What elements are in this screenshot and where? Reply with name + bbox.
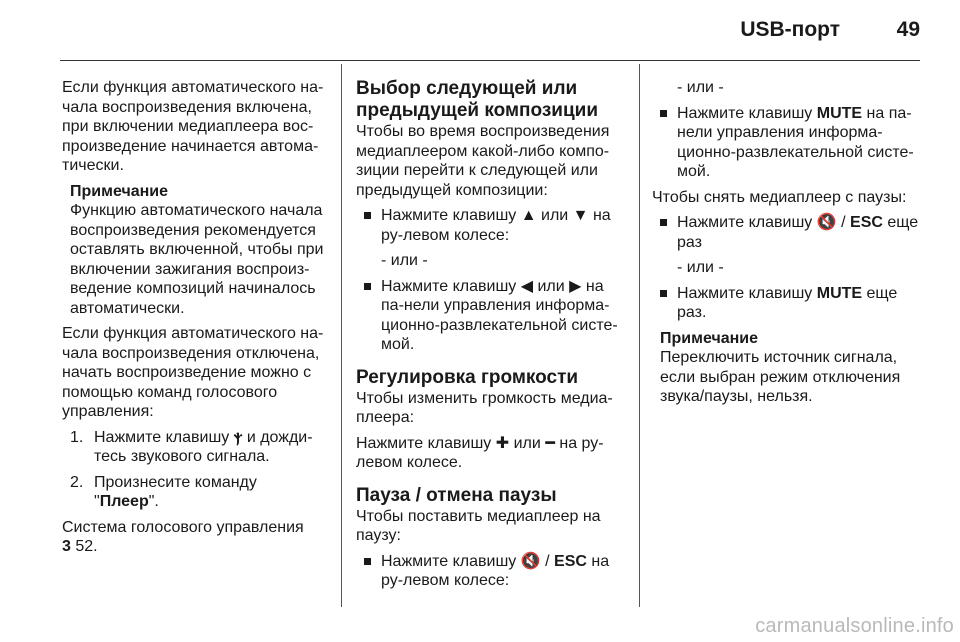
step-1 xyxy=(70,428,324,467)
column-divider-2 xyxy=(639,64,640,607)
section-heading: Пауза / отмена паузы xyxy=(356,484,557,506)
step-number: 1. xyxy=(70,428,84,446)
or-separator: - или - xyxy=(381,252,428,269)
note-block xyxy=(70,182,324,319)
paragraph-text: Нажмите клавишу xyxy=(356,434,492,452)
paragraph xyxy=(62,518,324,557)
paragraph-text: Система голосового управления xyxy=(62,518,304,536)
bullet-square-icon xyxy=(364,212,371,219)
esc-key-label: ESC xyxy=(554,552,587,570)
paragraph: Чтобы поставить медиаплеер на паузу: xyxy=(356,507,601,544)
bullet-text: Нажмите клавишу xyxy=(381,552,517,570)
or-separator: - или - xyxy=(677,259,724,276)
bullet-text: еще раз. xyxy=(677,284,898,321)
column-3 xyxy=(652,78,924,413)
bullet-item xyxy=(660,213,924,252)
page-number: 49 xyxy=(896,18,920,41)
bullet-text: на па-нели управления информа-ционно-развлекательной систе-мой. xyxy=(677,104,914,180)
column-1 xyxy=(62,78,324,563)
voice-icon: ⲯ xyxy=(233,428,243,446)
bullet-square-icon xyxy=(660,219,667,226)
bullet-text: Нажмите клавишу xyxy=(677,104,813,122)
or-separator: - или - xyxy=(677,79,724,96)
bullet-square-icon xyxy=(364,283,371,290)
bullet-text: / xyxy=(545,552,550,570)
note-text: Переключить источник сигнала, если выбран режим отключения звука/паузы, нельзя. xyxy=(660,349,901,405)
section-heading: Выбор следующей или предыдущей композиции xyxy=(356,78,599,121)
column-divider-1 xyxy=(341,64,342,607)
page-header xyxy=(60,0,920,61)
bullet-item xyxy=(364,552,626,591)
mute-key-label: MUTE xyxy=(816,284,863,302)
watermark: carmanualsonline.info xyxy=(755,615,954,637)
step-text-rest: ". xyxy=(148,493,159,510)
column-2 xyxy=(356,78,626,597)
bullet-text: / xyxy=(841,214,846,231)
paragraph: Если функция автоматического на-чала воспроизведения отключена, начать воспроизведение можно с помощью команд голосового управления: xyxy=(62,325,324,420)
bullet-text: Нажмите клавишу ▲ или ▼ на ру-левом колесе: xyxy=(381,207,611,244)
bullet-square-icon xyxy=(660,110,667,117)
plus-icon: ✚ xyxy=(495,434,510,452)
minus-icon: ━ xyxy=(545,434,555,452)
bullet-text: на ру-левом колесе: xyxy=(381,552,610,589)
note-title: Примечание xyxy=(660,329,759,347)
step-text: Произнесите команду " xyxy=(94,473,257,510)
bullet-text: еще раз xyxy=(677,214,919,251)
note-block xyxy=(660,329,924,407)
paragraph-text: на ру-левом колесе. xyxy=(356,434,604,471)
paragraph: Чтобы во время воспроизведения медиаплеером какой-либо компо-зиции перейти к следующей или предыдущей композиции: xyxy=(356,123,610,199)
mute-icon: 🔇 xyxy=(520,552,541,570)
note-text: Функцию автоматического начала воспроизведения рекомендуется оставлять включенной, чтобы при включении зажигания воспроиз-ведение композиций начиналось автоматически. xyxy=(70,202,324,317)
paragraph: Чтобы снять медиаплеер с паузы: xyxy=(652,188,907,206)
step-text: Нажмите клавишу xyxy=(94,428,230,446)
step-2 xyxy=(70,473,324,512)
paragraph: Если функция автоматического на-чала воспроизведения включена, при включении медиаплеера вос-произведение начинается автома-тически. xyxy=(62,79,324,174)
section-heading: Регулировка громкости xyxy=(356,366,579,388)
paragraph-text: или xyxy=(513,434,541,452)
mute-icon: 🔇 xyxy=(816,214,837,231)
bullet-item xyxy=(364,206,626,245)
note-title: Примечание xyxy=(70,182,169,200)
bullet-square-icon xyxy=(364,558,371,565)
bullet-text: Нажмите клавишу ◀ или ▶ на па-нели управления информа-ционно-развлекательной систе-мой. xyxy=(381,277,618,353)
reference-page: 52. xyxy=(75,538,98,555)
bullet-item xyxy=(660,284,924,323)
mute-key-label: MUTE xyxy=(816,104,863,122)
bullet-text: Нажмите клавишу xyxy=(677,284,813,302)
paragraph: Чтобы изменить громкость медиа-плеера: xyxy=(356,389,613,426)
bullet-text: Нажмите клавишу xyxy=(677,214,813,231)
bullet-item xyxy=(364,277,626,355)
esc-key-label: ESC xyxy=(850,214,883,231)
step-number: 2. xyxy=(70,473,84,491)
bullet-item xyxy=(660,104,924,182)
page-title: USB-порт xyxy=(740,18,840,41)
reference-arrow-icon: 3 xyxy=(62,538,71,555)
bullet-square-icon xyxy=(660,290,667,297)
step-text-rest: и дожди-тесь звукового сигнала. xyxy=(94,428,313,465)
command-word: Плеер xyxy=(99,493,149,510)
paragraph xyxy=(356,434,626,473)
